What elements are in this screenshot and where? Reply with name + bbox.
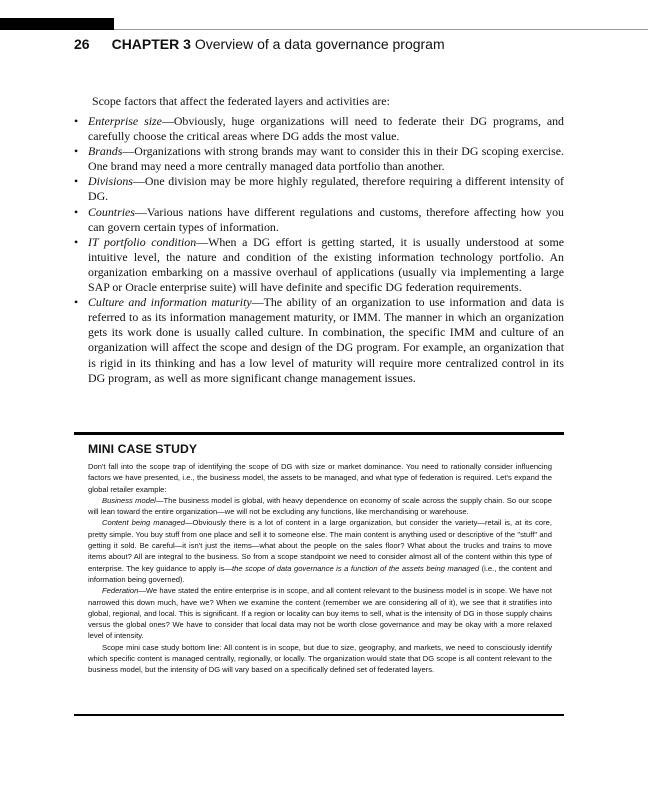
- chapter-label: CHAPTER 3: [111, 36, 191, 52]
- page-number: 26: [74, 36, 90, 52]
- list-item: [88, 144, 564, 174]
- case-term: Content being managed: [102, 518, 185, 528]
- factor-term: Enterprise size: [88, 114, 162, 128]
- intro-sentence: Scope factors that affect the federated layers and activities are:: [92, 94, 390, 108]
- scope-factors-list: [88, 114, 564, 386]
- list-item: [88, 295, 564, 386]
- case-paragraph-bottom-line: Scope mini case study bottom line: All content is in scope, but due to size, geography, and markets, we need to consciously identify which specific content is managed centrally, regionally, or locally. The organization would state that DG scope is all content relevant to the business model, but the intensity of DG will vary based on a specifically defined set of federated layers.: [88, 642, 552, 675]
- header-accent-bar: [0, 18, 114, 30]
- factor-term: Divisions: [88, 174, 133, 189]
- factor-text: —Obviously, huge organizations will need to federate their DG programs, and carefully choose the critical areas where DG adds the most value.: [88, 114, 564, 144]
- factor-text: —Various nations have different regulations and customs, therefore affecting how you can govern certain types of information.: [88, 204, 564, 234]
- factor-term: IT portfolio condition: [88, 234, 197, 249]
- case-emphasis: the scope of data governance is a function of the assets being managed: [232, 563, 480, 573]
- box-bottom-rule: [74, 714, 564, 716]
- header-rule: [114, 29, 648, 30]
- factor-term: Brands: [88, 144, 123, 159]
- case-paragraph-business-model: Business model—The business model is global, with heavy dependence on economy of scale across the supply chain. So our scope will lean toward the entire organization—we will not be excluding any functions, like merchandising or warehouse.: [88, 495, 552, 517]
- factor-term: Culture and information maturity: [88, 295, 252, 310]
- case-study-body: [88, 461, 552, 676]
- box-top-rule: [74, 432, 564, 435]
- factor-text: —Organizations with strong brands may want to consider this in their DG scoping exercise. One brand may need a more centrally managed data portfolio than another.: [88, 144, 564, 174]
- case-paragraph-federation: Federation—We have stated the entire enterprise is in scope, and all content relevant to the business model is in scope. We have not narrowed this down much, have we? When we examine the content (remember we are considering all of it), we see that it stratifies into global, regional, and local. This is significant. If a region or locality can buy items to sell, what is the intensity of DG in those supply chains versus the global ones? We have to consider that local data may not be worth close governance and may be okay with a more relaxed level of intensity.: [88, 586, 552, 641]
- case-term: Business model: [102, 495, 156, 505]
- case-paragraph-content: Content being managed—Obviously there is a lot of content in a large organization, but consider the variety—retail is, at its core, pretty simple. You buy stuff from one place and sell it to someone else. The main content is anything used or descriptive of the "stuff" and getting it sold. Be careful—it isn't just the items—what about the people on the sales floor? What about the trucks and trains to move items about? All are integral to the business. So from a scope standpoint we need to consider almost all of the content within this type of enterprise. The key guidance to apply is—the scope of data governance is a function of the assets being managed (i.e., the content and information being governed).: [88, 518, 552, 584]
- case-study-title: MINI CASE STUDY: [88, 442, 198, 456]
- case-paragraph-intro: Don't fall into the scope trap of identifying the scope of DG with size or market dominance. You need to rationally consider influencing factors we have presented, i.e., the business model, the assets to be managed, and what type of federation is required. Let's expand the global retailer example:: [88, 462, 552, 494]
- list-item: [88, 174, 564, 204]
- factor-term: Countries: [88, 204, 135, 219]
- running-header: [74, 36, 445, 52]
- factor-text: —One division may be more highly regulated, therefore requiring a different intensity of DG.: [88, 174, 564, 204]
- list-item: [88, 205, 564, 235]
- chapter-title: Overview of a data governance program: [194, 36, 445, 52]
- case-term: Federation: [102, 586, 139, 596]
- list-item: [88, 114, 564, 144]
- factor-text: —When a DG effort is getting started, it is usually understood at some intuitive level, the nature and condition of the existing information technology portfolio. An organization embarking on a massive overhaul of applications (usually via implementing a large SAP or Oracle enterprise suite) will have definite and specific DG federation requirements.: [88, 234, 564, 295]
- mini-case-study-box: [74, 432, 564, 716]
- factor-text: —The ability of an organization to use information and data is referred to as its information management maturity, or IMM. The manner in which an organization gets its work done is usually called culture. In combination, the specific IMM and culture of an organization will affect the scope and design of the DG program. For example, an organization that is rigid in its thinking and has a low level of maturity will require more centralized control in its DG program, as well as more significant change management issues.: [88, 295, 564, 385]
- list-item: [88, 235, 564, 295]
